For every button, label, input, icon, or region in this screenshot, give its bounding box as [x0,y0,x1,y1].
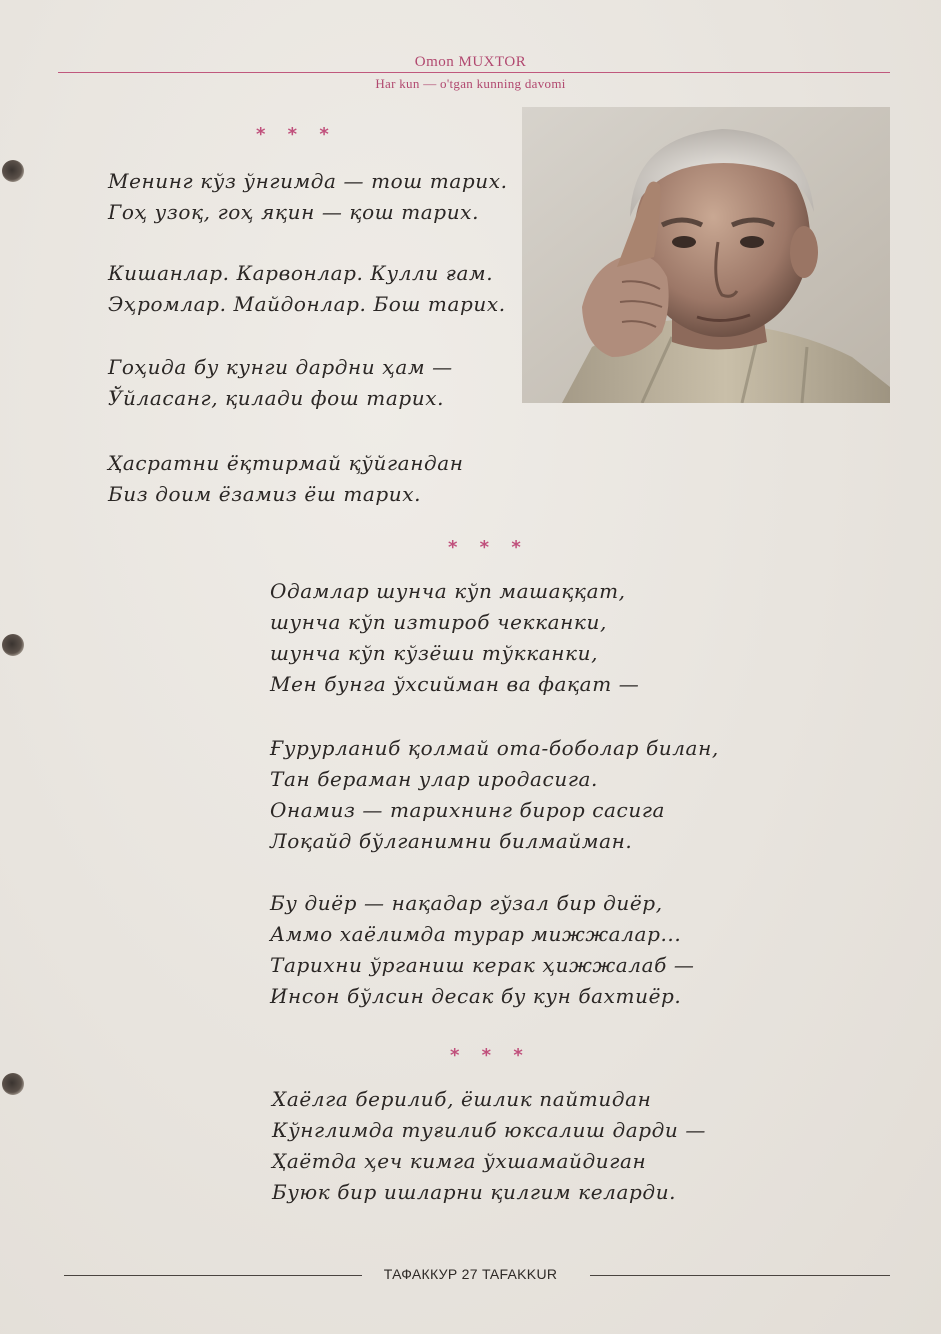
binder-hole-icon [2,1073,24,1095]
poem-stanza [108,352,453,414]
poem-stanza [108,258,506,320]
author-portrait-photo [522,107,890,403]
poem-line: Биз доим ёзамиз ёш тарих. [108,482,422,506]
poem-line: Мен бунга ўхсийман ва фақат — [270,672,640,696]
poem-line: Онамиз — тарихнинг бирор сасига [270,798,666,822]
poem-stanza [108,166,508,228]
poem-line: Кўнглимда туғилиб юксалиш дарди — [272,1118,706,1142]
poem-stanza [272,1084,706,1208]
poem-line: Аммо хаёлимда турар мижжалар... [270,922,682,946]
poem-line: Хаёлга берилиб, ёшлик пайтидан [272,1087,652,1111]
footer-divider-right [590,1275,890,1276]
binder-hole-icon [2,634,24,656]
poem-line: Ғурурланиб қолмай ота-боболар билан, [270,736,719,760]
poem-line: Ўйласанг, қилади фош тарих. [108,386,445,410]
poem-line: Лоқайд бўлганимни билмайман. [270,829,633,853]
poem-stanza [108,448,464,510]
poem-line: Бу диёр — нақадар гўзал бир диёр, [270,891,663,915]
poem-separator: * * * [450,1045,531,1066]
poem-line: Инсон бўлсин десак бу кун бахтиёр. [270,984,682,1008]
poem-line: Эҳромлар. Майдонлар. Бош тарих. [108,292,506,316]
poem-line: Гоҳ узоқ, гоҳ яқин — қош тарих. [108,200,480,224]
portrait-photo-icon [522,107,890,403]
poem-line: Одамлар шунча кўп машаққат, [270,579,626,603]
footer-page-label: ТАФАККУР 27 TAFAKKUR [383,1266,558,1282]
poem-line: Гоҳида бу кунги дардни ҳам — [108,355,453,379]
poem-line: Кишанлар. Карвонлар. Кулли ғам. [108,261,494,285]
poem-line: шунча кўп кўзёши тўкканки, [270,641,599,665]
header-subtitle: Har kun — o'tgan kunning davomi [375,76,566,91]
header-author: Omon MUXTOR [414,54,527,70]
poem-separator: * * * [256,124,337,145]
header-divider [58,72,890,73]
poem-line: Ҳасратни ёқтирмай қўйгандан [108,451,464,475]
poem-line: Тарихни ўрганиш керак ҳижжалаб — [270,953,695,977]
poem-stanza [270,576,639,700]
poem-separator: * * * [448,537,529,558]
poem-line: Буюк бир ишларни қилгим келарди. [272,1180,677,1204]
poem-line: Менинг кўз ўнгимда — тош тарих. [108,169,508,193]
poem-stanza [270,733,719,857]
poem-line: Ҳаётда ҳеч кимга ўхшамайдиган [272,1149,647,1173]
poem-stanza [270,888,695,1012]
poem-line: шунча кўп изтироб чекканки, [270,610,607,634]
poem-line: Тан бераман улар иродасига. [270,767,599,791]
binder-hole-icon [2,160,24,182]
